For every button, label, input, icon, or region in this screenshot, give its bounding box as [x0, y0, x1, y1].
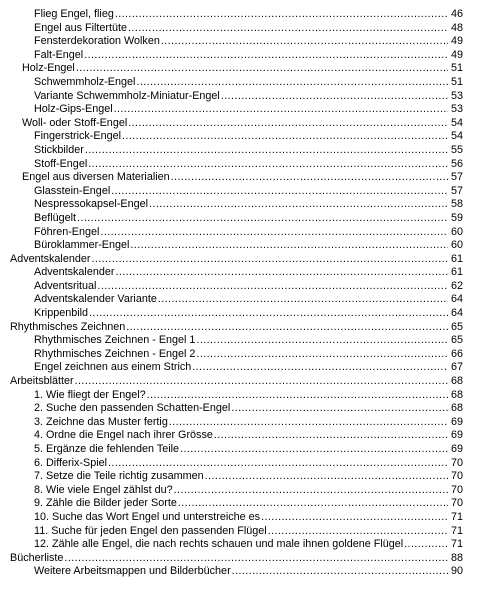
- toc-leader-dots: [205, 470, 448, 484]
- toc-leader-dots: [111, 185, 448, 199]
- toc-entry-title: Nespressokapsel-Engel: [34, 198, 149, 211]
- toc-entry-title: 5. Ergänze die fehlenden Teile: [34, 443, 180, 455]
- toc-entry[interactable]: [0, 470, 487, 484]
- toc-leader-dots: [169, 416, 448, 430]
- toc-entry[interactable]: [0, 361, 487, 375]
- toc-entry[interactable]: [0, 22, 487, 36]
- toc-leader-dots: [158, 293, 448, 307]
- toc-page-number: 64: [450, 293, 463, 306]
- toc-leader-dots: [84, 49, 448, 63]
- toc-chapter-entry[interactable]: [0, 253, 487, 267]
- toc-entry-title: Bücherliste: [10, 551, 64, 564]
- toc-page-number: 60: [450, 225, 463, 238]
- toc-entry[interactable]: [0, 226, 487, 240]
- toc-entry-title: Variante Schwemmholz-Miniatur-Engel: [34, 89, 220, 102]
- toc-entry[interactable]: [0, 457, 487, 471]
- toc-leader-dots: [404, 538, 448, 552]
- toc-page-number: 68: [450, 388, 463, 401]
- toc-entry-title: Schwemmholz-Engel: [34, 75, 136, 88]
- toc-entry-title: Adventsritual: [34, 279, 97, 292]
- toc-entry[interactable]: [0, 158, 487, 172]
- toc-page-number: 55: [450, 143, 463, 156]
- toc-entry-title: Adventskalender: [34, 266, 115, 279]
- toc-page-number: 67: [450, 361, 463, 374]
- toc-leader-dots: [221, 90, 448, 104]
- toc-leader-dots: [196, 334, 448, 348]
- toc-entry-title: Falt-Engel: [34, 48, 84, 61]
- toc-entry[interactable]: [0, 429, 487, 443]
- toc-entry-title: Holz-Engel: [22, 62, 75, 75]
- toc-entry-title: Fensterdekoration Wolken: [34, 35, 160, 48]
- toc-entry-title: 2. Suche den passenden Schatten-Engel: [34, 402, 231, 415]
- toc-leader-dots: [174, 484, 448, 498]
- toc-page-number: 88: [450, 551, 463, 564]
- toc-entry[interactable]: [0, 103, 487, 117]
- toc-page-number: 71: [450, 510, 463, 523]
- toc-entry-title: Flieg Engel, flieg: [34, 8, 114, 20]
- toc-leader-dots: [115, 266, 448, 280]
- toc-entry[interactable]: [0, 76, 487, 90]
- toc-page-number: 69: [450, 415, 463, 428]
- toc-leader-dots: [91, 253, 448, 267]
- toc-entry[interactable]: [0, 49, 487, 63]
- toc-entry[interactable]: [0, 565, 487, 579]
- toc-leader-dots: [126, 321, 448, 335]
- toc-entry-title: Stickbilder: [34, 143, 84, 156]
- toc-leader-dots: [115, 8, 448, 22]
- toc-entry[interactable]: [0, 280, 487, 294]
- toc-entry-title: Adventskalender: [10, 252, 91, 265]
- toc-entry-title: Arbeitsblätter: [10, 375, 74, 388]
- toc-leader-dots: [89, 307, 448, 321]
- toc-page-number: 56: [450, 157, 463, 170]
- toc-entry[interactable]: [0, 35, 487, 49]
- toc-leader-dots: [161, 35, 448, 49]
- toc-entry[interactable]: [0, 511, 487, 525]
- toc-entry[interactable]: [0, 484, 487, 498]
- toc-leader-dots: [122, 130, 448, 144]
- toc-page-number: 68: [450, 402, 463, 415]
- toc-entry-title: 6. Differix-Spiel: [34, 456, 108, 469]
- toc-leader-dots: [232, 565, 448, 579]
- toc-entry-title: 3. Zeichne das Muster fertig: [34, 415, 168, 428]
- toc-entry-title: 12. Zähle alle Engel, die nach rechts schauen und male ihnen goldene Flügel: [34, 538, 404, 551]
- toc-page-number: 70: [450, 456, 463, 469]
- toc-entry-title: Rhythmisches Zeichnen - Engel 2: [34, 347, 196, 360]
- toc-leader-dots: [192, 361, 448, 375]
- toc-entry-title: Stoff-Engel: [34, 157, 88, 170]
- toc-leader-dots: [171, 171, 448, 185]
- toc-entry-title: 7. Setze die Teile richtig zusammen: [34, 470, 204, 483]
- toc-entry-title: Büroklammer-Engel: [34, 239, 130, 252]
- toc-page-number: 59: [450, 211, 463, 224]
- toc-leader-dots: [214, 429, 448, 443]
- toc-leader-dots: [85, 144, 448, 158]
- toc-entry-title: Holz-Gips-Engel: [34, 103, 113, 116]
- toc-page-number: 53: [450, 89, 463, 102]
- toc-leader-dots: [64, 552, 448, 566]
- toc-entry-title: Engel zeichnen aus einem Strich: [34, 361, 192, 374]
- toc-page-number: 66: [450, 347, 463, 360]
- toc-leader-dots: [231, 402, 448, 416]
- toc-leader-dots: [261, 511, 448, 525]
- toc-leader-dots: [108, 457, 448, 471]
- toc-entry-title: 10. Suche das Wort Engel und unterstreiche es: [34, 510, 261, 523]
- toc-section-entry[interactable]: [0, 62, 487, 76]
- toc-leader-dots: [88, 158, 448, 172]
- toc-entry-title: Fingerstrick-Engel: [34, 130, 122, 143]
- toc-entry[interactable]: [0, 389, 487, 403]
- toc-leader-dots: [75, 375, 448, 389]
- toc-page-number: 61: [450, 266, 463, 279]
- toc-page-number: 70: [450, 470, 463, 483]
- toc-leader-dots: [178, 497, 448, 511]
- toc-entry[interactable]: [0, 416, 487, 430]
- toc-entry[interactable]: [0, 212, 487, 226]
- toc-entry[interactable]: [0, 198, 487, 212]
- toc-entry-title: Engel aus Filtertüte: [34, 21, 128, 34]
- toc-entry-title: 8. Wie viele Engel zählst du?: [34, 483, 173, 496]
- toc-leader-dots: [114, 103, 448, 117]
- toc-entry-title: Glasstein-Engel: [34, 184, 111, 197]
- toc-page-number: 90: [450, 565, 463, 578]
- toc-page-number: 71: [450, 524, 463, 537]
- toc-leader-dots: [77, 212, 448, 226]
- toc-page-number: 58: [450, 198, 463, 211]
- toc-entry-title: 9. Zähle die Bilder jeder Sorte: [34, 497, 177, 510]
- toc-page-number: 49: [450, 48, 463, 61]
- toc-section-entry[interactable]: [0, 171, 487, 185]
- toc-chapter-entry[interactable]: [0, 321, 487, 335]
- toc-chapter-entry[interactable]: [0, 375, 487, 389]
- toc-page-number: 51: [450, 75, 463, 88]
- toc-entry[interactable]: [0, 538, 487, 552]
- toc-page-number: 46: [450, 8, 463, 20]
- toc-page-number: 49: [450, 35, 463, 48]
- toc-leader-dots: [149, 198, 448, 212]
- toc-entry[interactable]: [0, 130, 487, 144]
- toc-page-number: 57: [450, 184, 463, 197]
- toc-entry-title: 1. Wie fliegt der Engel?: [34, 388, 146, 401]
- toc-entry-title: Weitere Arbeitsmappen und Bilderbücher: [34, 565, 231, 578]
- toc-entry-title: Rhythmisches Zeichnen - Engel 1: [34, 334, 196, 347]
- toc-entry-title: Engel aus diversen Materialien: [22, 171, 170, 184]
- toc-entry[interactable]: [0, 307, 487, 321]
- toc-entry[interactable]: [0, 144, 487, 158]
- toc-page-number: 54: [450, 130, 463, 143]
- toc-entry-title: Adventskalender Variante: [34, 293, 157, 306]
- toc-leader-dots: [97, 280, 448, 294]
- toc-page-number: 69: [450, 443, 463, 455]
- toc-page-number: 48: [450, 21, 463, 34]
- toc-page-number: 70: [450, 483, 463, 496]
- toc-page-number: 71: [450, 538, 463, 551]
- toc-leader-dots: [268, 525, 448, 539]
- toc-page-number: 53: [450, 103, 463, 116]
- toc-chapter-entry[interactable]: [0, 552, 487, 566]
- toc-leader-dots: [147, 389, 448, 403]
- toc-page-number: 70: [450, 497, 463, 510]
- toc-leader-dots: [100, 226, 448, 240]
- toc-entry[interactable]: [0, 443, 487, 457]
- toc-entry[interactable]: [0, 266, 487, 280]
- toc-leader-dots: [136, 76, 448, 90]
- toc-entry[interactable]: [0, 348, 487, 362]
- toc-entry[interactable]: [0, 90, 487, 104]
- toc-page-number: 65: [450, 334, 463, 347]
- toc-entry-title: Rhythmisches Zeichnen: [10, 320, 126, 333]
- toc-entry[interactable]: [0, 497, 487, 511]
- toc-entry[interactable]: [0, 185, 487, 199]
- toc-page-number: 60: [450, 239, 463, 252]
- toc-leader-dots: [76, 62, 448, 76]
- toc-leader-dots: [180, 443, 448, 457]
- toc-page-number: 64: [450, 307, 463, 320]
- toc-entry[interactable]: [0, 239, 487, 253]
- toc-entry[interactable]: [0, 8, 487, 22]
- toc-leader-dots: [130, 239, 448, 253]
- toc-entry[interactable]: [0, 525, 487, 539]
- toc-page-number: 65: [450, 320, 463, 333]
- toc-page-number: 61: [450, 252, 463, 265]
- toc-page-number: 69: [450, 429, 463, 442]
- toc-page-number: 54: [450, 116, 463, 129]
- toc-entry[interactable]: [0, 334, 487, 348]
- toc-entry-title: Woll- oder Stoff-Engel: [22, 116, 128, 129]
- toc-section-entry[interactable]: [0, 117, 487, 131]
- toc-leader-dots: [128, 117, 448, 131]
- toc-entry-title: 4. Ordne die Engel nach ihrer Grösse: [34, 429, 213, 442]
- toc-entry-title: 11. Suche für jeden Engel den passenden Flügel: [34, 524, 267, 537]
- toc-leader-dots: [128, 22, 448, 36]
- toc-entry-title: Krippenbild: [34, 307, 89, 320]
- toc-entry-title: Beflügelt: [34, 211, 77, 224]
- toc-leader-dots: [196, 348, 448, 362]
- toc-page-number: 57: [450, 171, 463, 184]
- toc-page-number: 62: [450, 279, 463, 292]
- toc-page-number: 51: [450, 62, 463, 75]
- toc-page-number: 68: [450, 375, 463, 388]
- toc-entry-title: Föhren-Engel: [34, 225, 100, 238]
- toc-entry[interactable]: [0, 293, 487, 307]
- toc-entry[interactable]: [0, 402, 487, 416]
